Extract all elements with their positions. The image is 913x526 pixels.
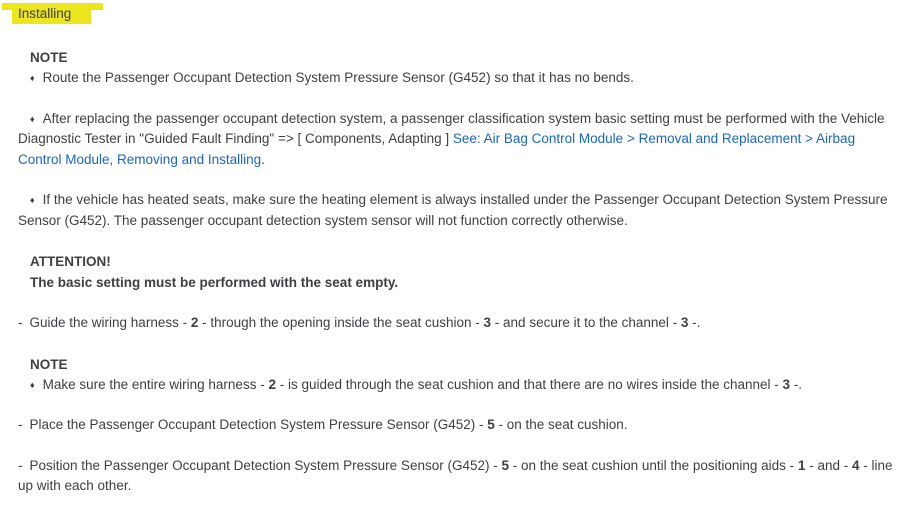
- text-segment: -.: [790, 376, 803, 392]
- installing-title: Installing: [18, 6, 72, 21]
- note-heading: NOTE: [30, 50, 68, 65]
- callout-number: 4: [851, 457, 860, 473]
- callout-number: 1: [797, 457, 806, 473]
- text-segment: - through the opening inside the seat cushion -: [198, 315, 484, 330]
- bullet-text: [18, 111, 885, 167]
- procedure-step: [18, 456, 895, 497]
- bullet-text: [18, 192, 888, 228]
- note-bullet: [18, 375, 895, 396]
- text-segment: Make sure the entire wiring harness -: [42, 376, 269, 392]
- dash-marker: -: [18, 457, 23, 473]
- text-segment: - on the seat cushion.: [494, 417, 628, 432]
- text-segment: - on the seat cushion until the positioning aids -: [509, 457, 798, 473]
- attention-block: [30, 251, 895, 293]
- text-segment: If the vehicle has heated seats, make sure the heating element is always installed under the Passenger Occupant Detection System Pressure Sensor (G452). The passenger occupant detection system sensor will not function correctly otherwise.: [18, 192, 888, 228]
- attention-heading: ATTENTION!: [30, 254, 111, 269]
- text-segment: After replacing the passenger occupant detection system, a passenger classification system basic setting must be performed with the Vehicle Diagnostic Tester in "Guided Fault Finding" => [ Components, Adapting ]: [18, 110, 885, 146]
- bullet-text: [43, 377, 802, 392]
- text-segment: .: [261, 151, 265, 167]
- diamond-bullet-icon: ♦: [30, 113, 35, 124]
- attention-text: The basic setting must be performed with the seat empty.: [30, 275, 399, 290]
- step-text: [30, 315, 701, 330]
- text-segment: - and secure it to the channel -: [491, 315, 681, 330]
- section-title: [0, 0, 913, 27]
- diamond-bullet-icon: ♦: [30, 73, 35, 83]
- text-segment: -.: [688, 315, 701, 330]
- diamond-bullet-icon: ♦: [30, 195, 35, 205]
- step-text: [30, 417, 628, 432]
- text-segment: - line up with each other.: [18, 457, 893, 493]
- text-segment: - and -: [805, 457, 852, 473]
- dash-marker: -: [18, 315, 23, 330]
- see-reference-link[interactable]: See: Air Bag Control Module > Removal and Replacement > Airbag Control Module, Removing and Installing: [18, 131, 856, 167]
- step-text: [18, 458, 893, 494]
- callout-number: 5: [487, 417, 495, 432]
- text-segment: Route the Passenger Occupant Detection System Pressure Sensor (G452) so that it has no bends.: [42, 70, 634, 85]
- text-segment: Guide the wiring harness -: [29, 315, 191, 330]
- note-bullet: [18, 190, 895, 231]
- text-segment: Position the Passenger Occupant Detection System Pressure Sensor (G452) -: [29, 457, 502, 473]
- procedure-step: [18, 415, 895, 436]
- bullet-text: [43, 70, 634, 85]
- callout-number: 3: [782, 376, 791, 392]
- text-segment: Place the Passenger Occupant Detection System Pressure Sensor (G452) -: [29, 417, 488, 432]
- note-bullet: [18, 68, 895, 89]
- note-bullet: [18, 109, 895, 171]
- diamond-bullet-icon: ♦: [30, 379, 35, 390]
- note-heading: NOTE: [30, 356, 68, 372]
- text-segment: - is guided through the seat cushion and that there are no wires inside the channel -: [275, 376, 783, 392]
- callout-number: 2: [190, 315, 199, 330]
- callout-number: 5: [501, 457, 509, 473]
- dash-marker: -: [18, 417, 23, 432]
- callout-number: 3: [680, 315, 689, 330]
- callout-number: 3: [483, 315, 492, 330]
- procedure-step: [18, 313, 895, 334]
- callout-number: 2: [268, 376, 276, 392]
